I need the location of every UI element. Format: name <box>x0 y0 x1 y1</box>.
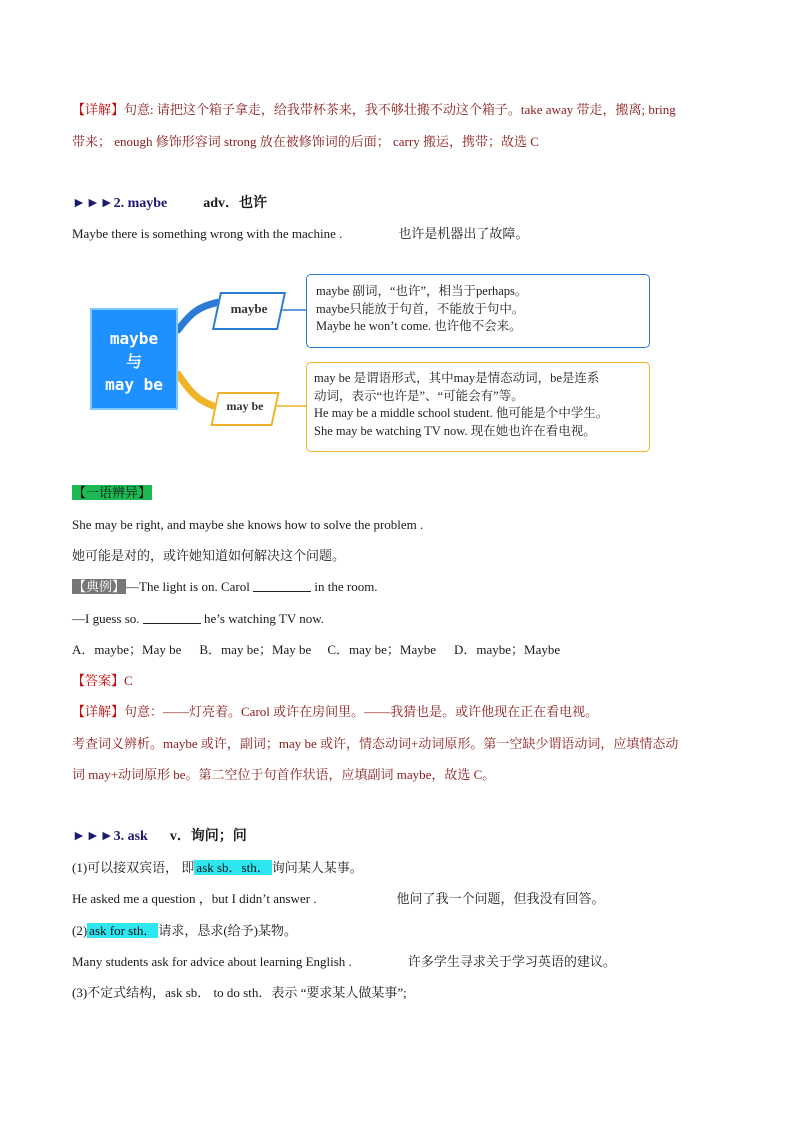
maybe-line-1: maybe 副词，“也许”，相当于perhaps。 <box>316 284 528 298</box>
example-sentence-maybe <box>72 225 528 243</box>
usage-1-b: 询问某人某事。 <box>271 860 363 875</box>
option-d: D．maybe；Maybe <box>454 642 561 657</box>
example-detail-1 <box>72 703 598 721</box>
example-question-1 <box>72 578 378 596</box>
usage-1-a: (1)可以接双宾语， 即 <box>72 860 195 875</box>
usage-2-example <box>72 953 616 971</box>
may-be-line-3: He may be a middle school student. 他可能是个中学生。 <box>314 406 609 420</box>
q1-a: —The light is on. Carol <box>126 579 250 594</box>
option-a: A．maybe；May be <box>72 642 182 657</box>
may-be-line-1: may be 是谓语形式，其中may是情态动词，be是连系 <box>314 371 600 385</box>
section-3-arrows: ►►► <box>72 829 114 844</box>
distinguish-en: She may be right, and maybe she knows how to solve the problem . <box>72 517 424 532</box>
usage-1-highlight: ask sb．sth． <box>196 860 270 875</box>
usage-2-b: 请求，恳求(给予)某物。 <box>158 923 298 938</box>
usage-2 <box>72 922 297 940</box>
usage-1-example-zh: 他问了我一个问题，但我没有回答。 <box>396 891 605 906</box>
q1-b: in the room. <box>314 579 378 594</box>
example-en: Maybe there is something wrong with the machine . <box>72 226 343 241</box>
usage-2-a: (2) <box>72 923 88 938</box>
may-be-explanation-text <box>314 370 608 440</box>
q2-a: —I guess so. <box>72 611 140 626</box>
usage-2-highlight: ask for sth． <box>89 923 157 938</box>
section-arrows: ►►► <box>72 196 114 211</box>
example-detail-3: 词 may+动词原形 be。第二空位于句首作状语，应填副词 maybe，故选 C。 <box>72 767 496 782</box>
answer-line <box>72 672 133 690</box>
blank-1 <box>253 579 311 592</box>
options-line <box>72 641 560 659</box>
usage-1-example-en: He asked me a question ，but I didn’t answer . <box>72 891 317 906</box>
detail-1-line-1 <box>72 101 676 119</box>
diagram-main-box <box>90 308 178 410</box>
distinguish-zh: 她可能是对的，或许她知道如何解决这个问题。 <box>72 548 346 563</box>
section-word: 2. maybe <box>113 196 168 211</box>
main-label-2: 与 <box>125 352 142 371</box>
usage-3: (3)不定式结构，ask sb． to do sth．表示 “要求某人做某事”; <box>72 985 407 1000</box>
main-label-1: maybe <box>109 329 159 348</box>
main-label-3: may be <box>105 375 163 394</box>
detail-1-text-1: 句意: 请把这个箱子拿走，给我带杯茶来，我不够壮搬不动这个箱子。take away 带走，搬离; bring <box>124 102 676 117</box>
maybe-vs-may-be-diagram <box>90 270 660 460</box>
example-zh: 也许是机器出了故障。 <box>398 226 529 241</box>
section-pos: adv．也许 <box>203 196 268 211</box>
q2-b: he’s watching TV now. <box>204 611 325 626</box>
answer-value: C <box>124 673 133 688</box>
option-c: C．may be；Maybe <box>327 642 437 657</box>
example-detail-tag: 【详解】 <box>72 704 125 719</box>
example-tag: 【典例】 <box>73 579 126 594</box>
section-3-heading <box>72 828 247 846</box>
distinguish-tag: 【一语辨异】 <box>73 485 152 500</box>
example-question-2 <box>72 610 324 628</box>
section-3-word: 3. ask <box>113 829 148 844</box>
example-detail-text-1: 句意：——灯亮着。Carol 或许在房间里。——我猜也是。或许他现在正在看电视。 <box>124 704 599 719</box>
example-detail-2: 考查词义辨析。maybe 或许，副词；may be 或许，情态动词+动词原形。第一空缺少谓语动词，应填情态动 <box>72 736 679 751</box>
maybe-line-3: Maybe he won’t come. 也许他不会来。 <box>316 319 522 333</box>
usage-1 <box>72 859 363 877</box>
detail-1-line-2: 带来； enough 修饰形容词 strong 放在被修饰词的后面； carry 搬运，携带；故选 C <box>72 134 539 149</box>
answer-tag: 【答案】 <box>72 673 125 688</box>
maybe-explanation-text <box>316 283 527 336</box>
blank-2 <box>143 611 201 624</box>
maybe-line-2: maybe只能放于句首，不能放于句中。 <box>316 301 525 316</box>
may-be-label: may be <box>226 399 264 413</box>
detail-tag: 【详解】 <box>72 102 125 117</box>
usage-2-example-en: Many students ask for advice about learning English . <box>72 954 352 969</box>
maybe-label: maybe <box>230 301 268 316</box>
may-be-line-2: 动词，表示“也许是”、“可能会有”等。 <box>314 388 524 403</box>
distinguish-tag-line <box>72 484 152 502</box>
section-2-heading <box>72 195 267 213</box>
option-b: B．may be；May be <box>199 642 312 657</box>
usage-2-example-zh: 许多学生寻求关于学习英语的建议。 <box>407 954 616 969</box>
may-be-line-4: She may be watching TV now. 现在她也许在看电视。 <box>314 423 596 438</box>
usage-1-example <box>72 890 605 908</box>
section-3-pos: v．询问；问 <box>169 829 247 844</box>
